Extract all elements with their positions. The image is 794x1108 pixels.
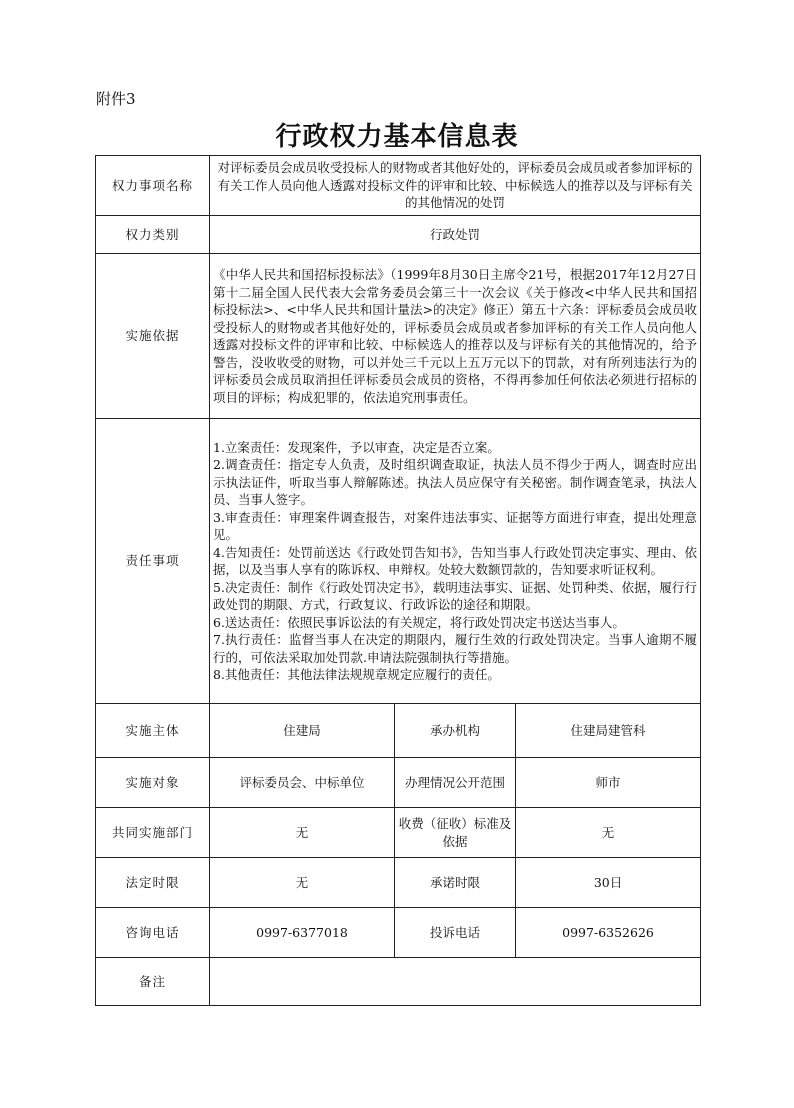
page-title: 行政权力基本信息表	[275, 122, 519, 152]
duty-item: 6.送达责任：依照民事诉讼法的有关规定，将行政处罚决定书送达当事人。	[213, 614, 625, 630]
row-joint	[96, 808, 701, 858]
row-responsibility	[96, 419, 701, 704]
item-name-value: 对评标委员会成员收受投标人的财物或者其他好处的，评标委员会成员或者参加评标的有关工作人员向他人透露对投标文件的评审和比较、中标候选人的推荐以及与评标有关的其他情况的处罚	[210, 156, 701, 216]
fee-standard-value: 无	[516, 808, 701, 858]
row-category	[96, 216, 701, 254]
subject-value: 住建局	[210, 704, 395, 758]
duty-item: 1.立案责任：发现案件，予以审查，决定是否立案。	[213, 439, 500, 455]
remarks-label: 备注	[96, 958, 210, 1006]
handling-agency-value: 住建局建管科	[516, 704, 701, 758]
row-phone	[96, 908, 701, 958]
legal-deadline-label: 法定时限	[96, 858, 210, 908]
duty-item: 3.审查责任：审理案件调查报告，对案件违法事实、证据等方面进行审查，提出处理意见。	[213, 509, 698, 542]
responsibility-list	[210, 419, 701, 704]
consult-phone-value: 0997-6377018	[210, 908, 395, 958]
row-item-name	[96, 156, 701, 216]
duty-item: 5.决定责任：制作《行政处罚决定书》，载明违法事实、证据、处罚种类、依据，履行行政处罚的期限、方式，行政复议、行政诉讼的途径和期限。	[213, 579, 698, 612]
row-basis	[96, 254, 701, 419]
category-value: 行政处罚	[210, 216, 701, 254]
joint-dept-label: 共同实施部门	[96, 808, 210, 858]
row-target	[96, 758, 701, 808]
target-label: 实施对象	[96, 758, 210, 808]
promised-deadline-label: 承诺时限	[395, 858, 516, 908]
duty-item: 8.其他责任：其他法律法规规章规定应履行的责任。	[213, 667, 500, 682]
row-subject	[96, 704, 701, 758]
subject-label: 实施主体	[96, 704, 210, 758]
responsibility-label: 责任事项	[96, 419, 210, 704]
complaint-phone-value: 0997-6352626	[516, 908, 701, 958]
duty-item: 4.告知责任：处罚前送达《行政处罚告知书》，告知当事人行政处罚决定事实、理由、依据，以及当事人享有的陈诉权、申辩权。处较大数额罚款的，告知要求听证权利。	[213, 544, 698, 577]
promised-deadline-value: 30日	[516, 858, 701, 908]
legal-deadline-value: 无	[210, 858, 395, 908]
complaint-phone-label: 投诉电话	[395, 908, 516, 958]
joint-dept-value: 无	[210, 808, 395, 858]
basis-value: 《中华人民共和国招标投标法》（1999年8月30日主席令21号，根据2017年12月27日第十二届全国人民代表大会常务委员会第三十一次会议《关于修改<中华人民共和国招标投标法>、<中华人民共和国计量法>的决定》修正）第五十六条：评标委员会成员收受投标人的财物或者其他好处的，评标委员会成员或者参加评标的有关工作人员向他人透露对投标文件的评审和比较、中标候选人的推荐以及与评标有关的其他情况的，给予警告，没收收受的财物，可以并处三千元以上五万元以下的罚款，对有所列违法行为的评标委员会成员取消担任评标委员会成员的资格，不得再参加任何依法必须进行招标的项目的评标；构成犯罪的，依法追究刑事责任。	[210, 254, 701, 419]
item-name-label: 权力事项名称	[96, 156, 210, 216]
attachment-label: 附件3	[96, 90, 136, 108]
category-label: 权力类别	[96, 216, 210, 254]
remarks-value	[210, 958, 701, 1006]
basis-label: 实施依据	[96, 254, 210, 419]
handling-agency-label: 承办机构	[395, 704, 516, 758]
fee-standard-label: 收费（征收）标准及依据	[395, 808, 516, 858]
consult-phone-label: 咨询电话	[96, 908, 210, 958]
row-deadline	[96, 858, 701, 908]
duty-item: 7.执行责任：监督当事人在决定的期限内，履行生效的行政处罚决定。当事人逾期不履行的，可依法采取加处罚款.申请法院强制执行等措施。	[213, 632, 698, 665]
disclosure-scope-value: 师市	[516, 758, 701, 808]
duty-item: 2.调查责任：指定专人负责，及时组织调查取证，执法人员不得少于两人，调查时应出示执法证件，听取当事人辩解陈述。执法人员应保守有关秘密。制作调查笔录，执法人员、当事人签字。	[213, 457, 698, 507]
row-remarks	[96, 958, 701, 1006]
disclosure-scope-label: 办理情况公开范围	[395, 758, 516, 808]
target-value: 评标委员会、中标单位	[210, 758, 395, 808]
info-table	[95, 155, 701, 1006]
